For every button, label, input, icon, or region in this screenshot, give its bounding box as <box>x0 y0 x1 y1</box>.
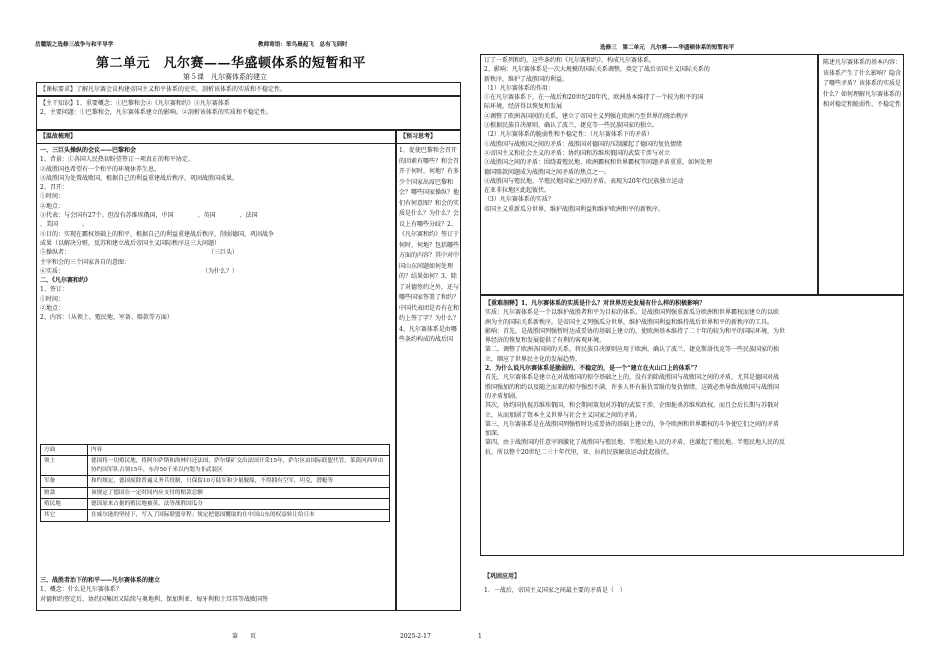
lesson-title: 第５课 凡尔赛体系的建立 <box>183 73 267 81</box>
list-item: ②地点： <box>40 202 65 210</box>
list-item: 2、影响：凡尔赛体系是一次大规模的国际关系调整，奠定了战后帝国主义国际关系的 <box>484 66 710 74</box>
list-item: 影响：首先，是战胜国列强暂时达成妥协的基础上建立的，使欧洲基本维持了二十年的较为和平的国际环境，为世 <box>485 327 786 335</box>
question-1: 1．一战后，帝国主义国家之间最主要的矛盾是（ ） <box>484 587 626 594</box>
key-points-text: 2、主要问题：①巴黎和会，凡尔赛体系建立的影响。②剖析该体系的实质和不稳定性。 <box>40 109 272 117</box>
unit-title: 第二单元 凡尔赛——华盛顿体系的短暂和平 <box>96 56 367 71</box>
list-item: （2）凡尔赛体系的脆弱性和不稳定性：（凡尔赛体系下的矛盾） <box>484 131 653 139</box>
list-item: ③战胜国为处置战败国，根据自己的利益重建战后秩序，巩固战胜国成果。 <box>40 174 239 182</box>
review-header: 【温故梳理】 <box>40 133 77 140</box>
list-item: 际环境，经济得以恢复和发展 <box>484 103 563 111</box>
list-item: 2、召开： <box>40 184 68 192</box>
section-3-heading: 三、战胜者治下的和平——凡尔赛体系的建立 <box>40 577 161 584</box>
table-header-cell: 内容 <box>88 445 390 456</box>
list-item: 新秩序，维护了战胜国的利益。 <box>484 75 569 83</box>
list-item: 第三，凡尔赛体系是在战胜国列强暂时达成妥协的基础上建立的，争夺欧洲和世界霸权的斗争使它们之间的矛盾 <box>485 420 780 428</box>
list-item: 实质：凡尔赛体系是一个以维护战胜者和平为目标的体系。是战胜国列强重新瓜分欧洲和世界霸权而建立的以欧 <box>485 309 780 317</box>
section-1-heading: 一、三巨头操纵的会议——巴黎和会 <box>40 147 137 154</box>
divider <box>36 143 461 144</box>
main-knowledge-box <box>36 96 461 130</box>
footer-date: 2025-2-17 <box>400 633 431 640</box>
table-row <box>41 487 390 498</box>
list-item: ④目的：实现在霸权基础上的和平，根据自己的利益重建战后秩序，削弱德国，巩固战争 <box>40 230 275 238</box>
list-item: 德国赔款问题成为战胜国之间矛盾的焦点之一。 <box>484 168 611 176</box>
consolidate-header: 【巩固应用】 <box>484 573 521 580</box>
table-cell: 殖民地 <box>41 498 88 509</box>
table-header-row <box>41 445 390 456</box>
right-content <box>484 56 814 214</box>
section-2-heading: 二、《凡尔赛和约》 <box>40 277 92 285</box>
review-content <box>40 146 392 323</box>
list-item: ①战胜国与战败国之间的矛盾：战胜国对德国的压制激起了德国的复仇情绪 <box>484 140 683 148</box>
list-item: 第二，调整了欧洲各国间的关系，将民族自决原则应用于欧洲，确认了波兰、捷克斯洛伐克等一些民族国家的独 <box>485 346 780 354</box>
header-left: 岳麓版之选修三战争与和平导学 <box>35 42 114 48</box>
preview-header: 【预习思考】 <box>400 133 437 140</box>
list-item: ③代表：与会国有27个。但没有苏维埃俄国，中国 、英国 、法国 <box>40 212 282 220</box>
list-item: ①在凡尔赛体系下，在一战后和20世纪20年代，欧洲基本维持了一个较为和平的国 <box>484 94 704 102</box>
list-item: 立，从而加剧了资本主义世界与社会主义国家之间的矛盾。 <box>485 411 642 419</box>
list-item: 胜国强加的和约以及随之而来的掠夺强烈不满，许多人怀有报仇雪耻的复仇情绪，这就必然导致战败国与战胜国 <box>485 383 780 391</box>
list-item: 首先，凡尔赛体系是建立在对战败国的掠夺基础之上的，没有消除战胜国与战败国之间的矛盾，尤其是德国对战 <box>485 374 780 382</box>
preview-questions: 1、促使巴黎和会召开的因素有哪些？和会召开于何时，何地？有多少个国家出席巴黎和会？哪些国家操纵？他们有何意图？和会的实质是什么？为什么？会议上有哪些分歧？2、《凡尔赛和约》签订于何时、何地？包括哪些方面的内容？其中对中国山东问题如何处理的？结果如何？3、除了对德签约之外，还与哪些国家签署了和约？中国代表团是否有在和约上签了字？为什么？4、凡尔赛体系是由哪些条约构成的战后国 <box>399 147 459 343</box>
table-cell: 德国将一切殖民地，将阿尔萨斯和洛林归还法国，萨尔煤矿交出法国开采15年，萨尔区由国际联盟代管，莱茵河西岸由协约国军队占领15年，东岸50千米以内划为非武装区 <box>88 456 390 476</box>
list-item: 成果（以解决分赃，反苏和建立战后帝国主义国际秩序这三大问题） <box>40 239 221 247</box>
list-item: 界经济的恢复和发展提供了有利的客观环境。 <box>485 337 606 345</box>
footer-page: 第 页 <box>232 633 257 640</box>
table-cell: 其它 <box>41 510 88 521</box>
table-cell: 赔款 <box>41 487 88 498</box>
key-analysis-box <box>480 295 904 556</box>
standard-requirements <box>36 82 461 96</box>
list-item: 、美国 。 <box>40 221 89 229</box>
list-item: 在亚非拉地区此起彼伏。 <box>484 187 551 195</box>
table-cell: 和约规定，德国废除普遍义务兵役制，只保留10万陆军和少量舰船，不得拥有空军，坦克，潜艇等 <box>88 476 390 487</box>
list-item: ②战胜国也希望有一个和平的环境休养生息。 <box>40 165 161 173</box>
right-header: 选修三 第二单元 凡尔赛——华盛顿体系的短暂和平 <box>600 45 735 51</box>
list-item: ⑥实质： （为什么？） <box>40 267 239 275</box>
list-item: （1）凡尔赛体系的作用： <box>484 84 554 92</box>
list-item: 抗，所以整个20世纪二三十年代里，亚、拉的民族解放运动此起彼伏。 <box>485 448 673 456</box>
table-cell: 在威尔逊的坚持下，写入了国际联盟章程；规定把德国攫取的在中国山东的权益转让给日本 <box>88 510 390 521</box>
list-item: ②地点： <box>40 305 65 313</box>
table-row <box>41 498 390 509</box>
list-item: ①时间： <box>40 193 65 201</box>
list-item: 立，顺应了世界民主化的发展趋势。 <box>485 355 582 363</box>
footer-page-number: 1 <box>478 633 482 640</box>
table-cell: 领土 <box>41 456 88 476</box>
list-item: ②帝国主义和社会主义的矛盾：协约国和苏维埃俄国的武装干涉与对立 <box>484 149 671 157</box>
list-item: 订了一系列和约。这些条约和《凡尔赛和约》，构成凡尔赛体系。 <box>484 57 656 64</box>
list-item: 2、内容：（从领土、殖民地、军备、赔款等方面） <box>40 314 173 322</box>
table-row <box>41 476 390 487</box>
section-3 <box>40 576 392 604</box>
table-row <box>41 456 390 476</box>
list-item: ②调整了欧洲各国间的关系，建立了帝国主义列强在欧洲乃至世界的统治秩序 <box>484 112 689 120</box>
table-row <box>41 510 390 521</box>
list-item: ③战胜国之间的矛盾：围绕着殖民地、欧洲霸权和世界霸权等问题矛盾重重，如何处理 <box>484 159 713 167</box>
list-item: 其次，协约国仇视苏维埃俄国，和会期间策划对苏俄的武装干涉，企图扼杀苏维埃政权，而且会后长期与苏俄对 <box>485 402 780 410</box>
table-cell: 该规定了德国在一定时间内应支付的赔款总额 <box>88 487 390 498</box>
list-item: ④战胜国与殖民地、半殖民地国家之间的矛盾。表现为20年代民族独立运动 <box>484 177 684 185</box>
treaty-content-table <box>40 444 390 522</box>
main-knowledge-text: 【主干知识】1、重要概念：①巴黎和会②《凡尔赛和约》③凡尔赛体系 <box>40 100 230 107</box>
list-item: 1、概念：什么是凡尔赛体系？ <box>40 586 122 594</box>
list-item: 洲为主的国际关系新秩序。是帝国主义列强瓜分世界，维护战胜国利益和维持战后世界和平的新秩序的工具。 <box>485 318 774 326</box>
list-item: 帝国主义重新瓜分世界，维护战胜国利益和维护欧洲和平的新秩序。 <box>484 205 665 213</box>
list-item: 1、签订： <box>40 286 68 294</box>
list-item: （3）凡尔赛体系的实质？ <box>484 196 554 204</box>
list-item: 1、背景：①各国人民热切盼望签订一项真正的和平协定。 <box>40 156 194 164</box>
list-item: ⑤操纵者： （三巨头） <box>40 249 239 257</box>
right-side-notes: 陈述凡尔赛体系的基本内容：该体系产生了什么影响？隐含了哪些矛盾？该体系的实质是什么？如何理解凡尔赛体系的相对稳定和脆弱性、不稳定性 <box>823 59 901 108</box>
standard-text: 【课标要求】了解凡尔赛会议构建帝国主义和平体系的史实，剖析该体系的实质和不稳定性。 <box>40 86 287 93</box>
list-item: 加深。 <box>485 430 504 438</box>
table-cell: 德国原来占据的殖民地被英、法等战胜国瓜分 <box>88 498 390 509</box>
key-question-1: 【重难剖释】1、凡尔赛体系的实质是什么？对世界历史发展有什么样的积极影响？ <box>485 300 706 307</box>
table-header-cell: 方面 <box>41 445 88 456</box>
list-item: 对德和约签定后，协约国集团又陆续与奥地利、保加利亚、匈牙利和土耳其等战败国签 <box>40 595 269 603</box>
teacher-motto: 教师寄语：笨鸟晨起飞 总有飞到时 <box>258 42 348 48</box>
table-cell: 军备 <box>41 476 88 487</box>
list-item: 主宰和会的三个国家各自的意图： <box>40 258 131 266</box>
list-item: ③根据民族自决原则，确认了波兰、捷克等一些民族国家的独立。 <box>484 122 659 130</box>
key-question-2: 2、为什么说凡尔赛体系是脆弱的、不稳定的，是一个“建立在火山口上的体系”？ <box>485 365 701 373</box>
list-item: ①时间： <box>40 295 65 303</box>
list-item: 的矛盾加剧。 <box>485 392 522 400</box>
list-item: 第四，由于战胜国的任意宰割激化了战胜国与殖民地、半殖民地人民的矛盾，也激起了殖民地、半殖民地人民的反 <box>485 439 786 447</box>
